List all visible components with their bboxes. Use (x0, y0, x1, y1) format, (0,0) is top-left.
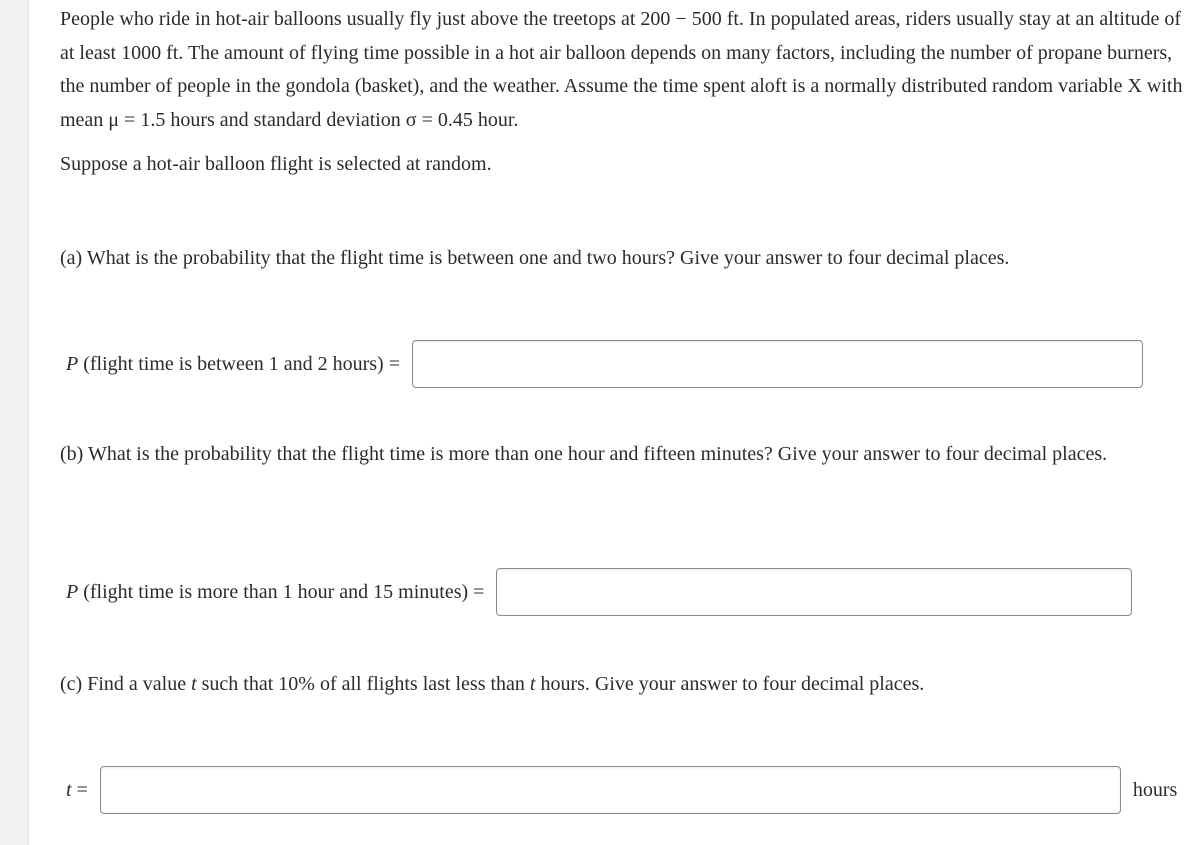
question-c-var-t2: t (529, 673, 536, 695)
problem-intro-text: People who ride in hot-air balloons usually fly just above the treetops at 200 − 500 ft. In populated areas, riders usually stay at an altitude of at least 1000 ft. The amount of flying time possible in a hot air balloon depends on many factors, including the number of propane burners, the number of people in the gondola (basket), and the weather. Assume the time spent aloft is a normally distributed random variable X with mean μ = 1.5 hours and standard deviation σ = 0.45 hour. (60, 8, 1183, 131)
question-c-suffix: hours. Give your answer to four decimal places. (540, 673, 925, 695)
answer-c-label (60, 779, 100, 802)
question-c-text (60, 668, 1140, 701)
answer-a-input[interactable] (412, 340, 1143, 388)
answer-b-input[interactable] (496, 568, 1132, 616)
answer-row-c (60, 764, 1191, 816)
answer-b-label (60, 581, 496, 604)
answer-c-symbol: t (66, 778, 72, 801)
question-c-var-t: t (191, 673, 197, 695)
answer-row-b (60, 566, 1191, 618)
answer-c-label-text: = (76, 778, 88, 801)
problem-suppose-text: Suppose a hot-air balloon flight is selected at random. (60, 153, 492, 175)
answer-row-a (60, 338, 1191, 390)
question-c-middle: such that 10% of all flights last less than (201, 673, 525, 695)
answer-c-unit: hours (1132, 778, 1178, 801)
answer-b-symbol: P (66, 580, 79, 603)
answer-a-label-text: (flight time is between 1 and 2 hours) = (83, 352, 400, 375)
question-b-text: (b) What is the probability that the flight time is more than one hour and fifteen minutes? Give your answer to four decimal places. (60, 443, 1108, 465)
answer-b-label-text: (flight time is more than 1 hour and 15 minutes) = (83, 580, 485, 603)
question-a-text: (a) What is the probability that the flight time is between one and two hours? Give your answer to four decimal places. (60, 247, 1010, 269)
left-gutter (0, 0, 29, 845)
question-c-prefix: (c) Find a value (60, 673, 187, 695)
answer-c-input[interactable] (100, 766, 1121, 814)
answer-a-label (60, 353, 412, 376)
answer-a-symbol: P (66, 352, 79, 375)
